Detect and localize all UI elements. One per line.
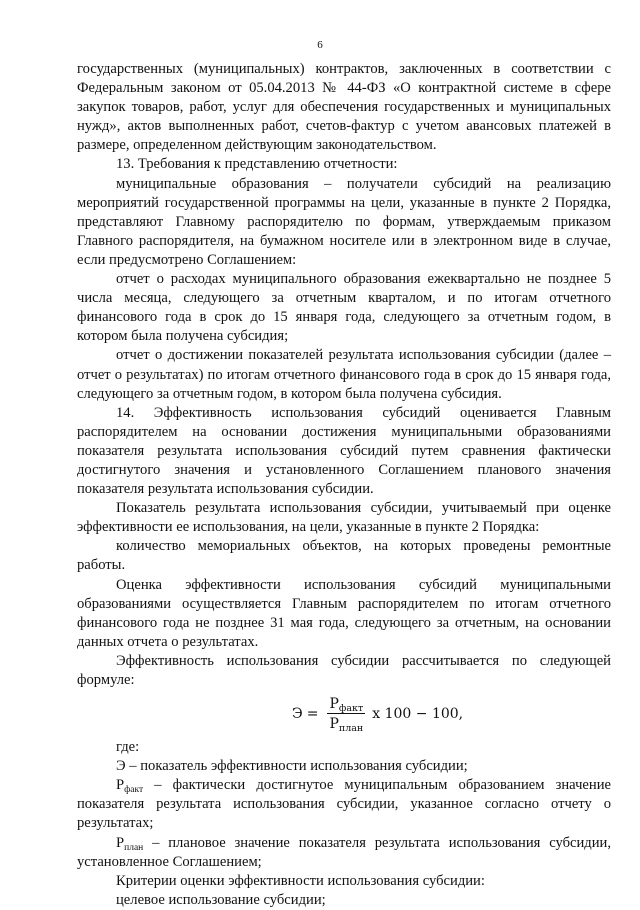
paragraph: отчет о достижении показателей результата использования субсидии (далее – отчет о результатах) по итогам отчетного финансового года в срок до 15 января года, следующего за отчетным годом, в котором была получена субсидия. bbox=[77, 347, 611, 402]
formula-expression bbox=[292, 696, 464, 735]
formula-tail: х 100 − 100, bbox=[372, 706, 464, 723]
formula-equals: = bbox=[306, 706, 319, 723]
paragraph: целевое использование субсидии; bbox=[116, 891, 326, 908]
efficiency-formula bbox=[77, 690, 611, 738]
paragraph-r-plan: $Р_{план}$ – плановое значение показателя результата использования субсидии, установленное Соглашением; bbox=[77, 834, 611, 870]
paragraph: отчет о расходах муниципального образования ежеквартально не позднее 5 числа месяца, следующего за отчетным кварталом, и по итогам отчетного финансового года в срок до 15 января года, следующего за отчетным годом, в котором была получена субсидия; bbox=[77, 271, 611, 345]
formula-denominator: $Р_{план}$ bbox=[329, 716, 364, 735]
paragraph: муниципальные образования – получатели субсидий на реализацию мероприятий государственной программы на цели, указанные в пункте 2 Порядка, представляют Главному распорядителю по формам, утверждаемым приказом Главного распорядителя, на бумажном носителе или в электронном виде в случае, если предусмотрено Соглашением: bbox=[77, 175, 611, 268]
page-number: 6 bbox=[317, 39, 323, 51]
paragraph-r-fakt: $Р_{факт}$ – фактически достигнутое муниципальным образованием значение показателя результата использования субсидии, указанное согласно отчету о результатах; bbox=[77, 777, 611, 832]
paragraph: Показатель результата использования субсидии, учитываемый при оценке эффективности ее использования, на цели, указанные в пункте 2 Порядка: bbox=[77, 500, 611, 536]
paragraph: 13. Требования к представлению отчетности: bbox=[116, 156, 398, 173]
paragraph: 14. Эффективность использования субсидий оценивается Главным распорядителем на основании достижения муниципальными образованиями показателя результата использования субсидий путем сравнения фактически достигнутого значения и установленного Соглашением планового значения показателя результата использования субсидии. bbox=[77, 404, 611, 498]
document-body bbox=[77, 60, 611, 910]
paragraph: Критерии оценки эффективности использования субсидии: bbox=[116, 872, 485, 889]
paragraph: где: bbox=[116, 739, 140, 756]
formula-lhs: Э bbox=[292, 706, 303, 723]
paragraph: государственных (муниципальных) контрактов, заключенных в соответствии с Федеральным законом от 05.04.2013 № 44-ФЗ «О контрактной системе в сфере закупок товаров, работ, услуг для обеспечения государственных и муниципальных нужд», актов выполненных работ, счетов-фактур с учетом авансовых платежей в размере, определенном действующим законодательством. bbox=[77, 61, 611, 154]
formula-fraction bbox=[327, 696, 365, 735]
paragraph: Оценка эффективности использования субсидий муниципальными образованиями осуществляется Главным распорядителем по итогам отчетного финансового года не позднее 31 мая года, следующего за отчетным, на основании данных отчета о результатах. bbox=[77, 576, 611, 650]
paragraph: количество мемориальных объектов, на которых проведены ремонтные работы. bbox=[77, 538, 611, 574]
paragraph: Э – показатель эффективности использования субсидии; bbox=[116, 758, 468, 775]
formula-numerator: $Р_{факт}$ bbox=[329, 696, 364, 715]
paragraph: Эффективность использования субсидии рассчитывается по следующей формуле: bbox=[77, 652, 611, 688]
